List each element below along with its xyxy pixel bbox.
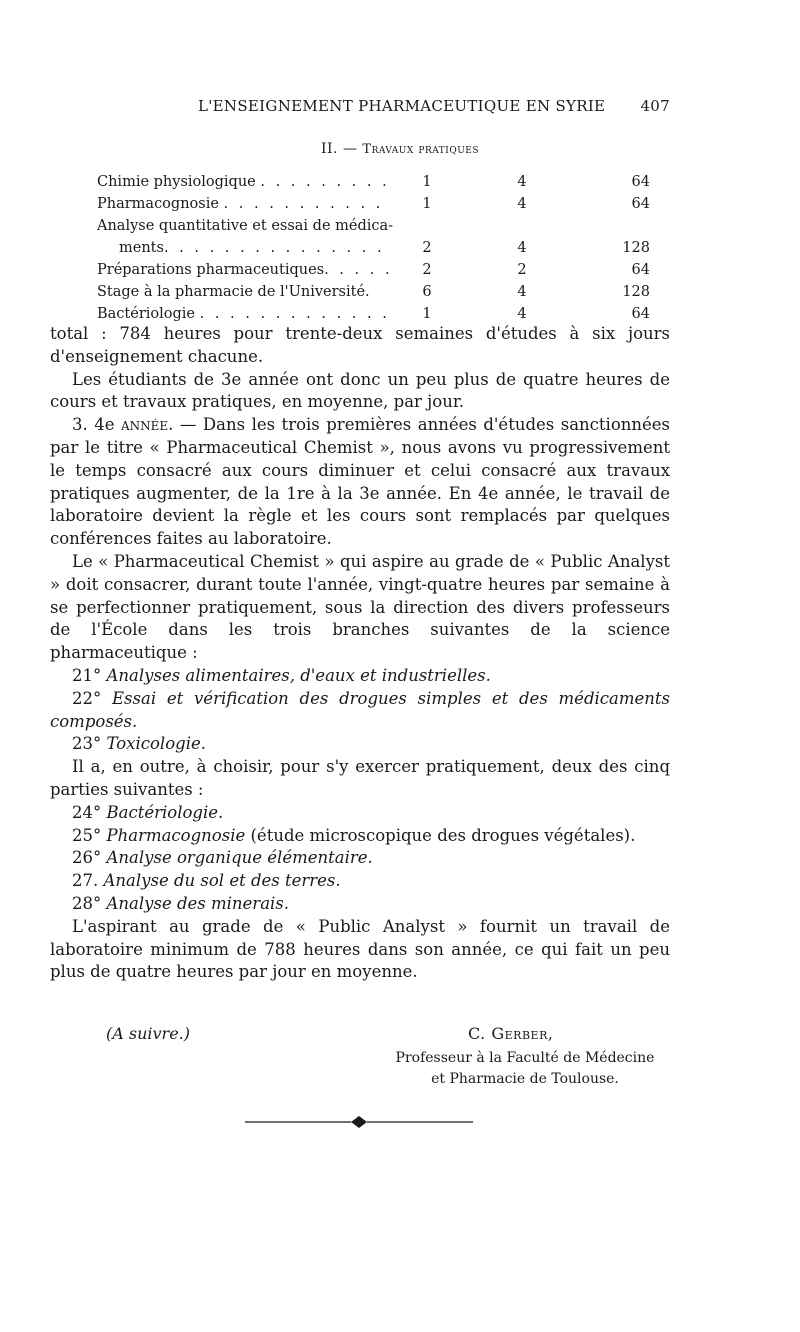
cell-value: 128 [622, 284, 650, 300]
paragraph: L'aspirant au grade de « Public Analyst » fournit un travail de laboratoire minimum de 788 heures dans son année, ce qui fait un peu plus de quatre heures par jour en moyenne. [50, 916, 670, 982]
section-number: 3. 4e [72, 415, 115, 435]
item-note: (étude microscopique des drogues végétales). [245, 825, 636, 845]
cell-value: 6 [422, 284, 432, 300]
leader-dots: . . . . . [324, 262, 393, 278]
table-row [97, 259, 657, 281]
list-item [50, 688, 670, 734]
cell-value: 4 [517, 306, 527, 322]
list-item [50, 870, 670, 893]
paragraph: Le « Pharmaceutical Chemist » qui aspire au grade de « Public Analyst » doit consacrer, durant toute l'année, vingt-quatre heures par semaine à se perfectionner pratiquement, sous la direction des divers professeurs de l'École dans les trois branches suivantes de la science pharmaceutique : [50, 551, 670, 663]
body-text [50, 323, 670, 984]
item-text: Toxicologie. [106, 734, 206, 754]
cell-value: 2 [517, 262, 527, 278]
item-number: 25° [72, 825, 102, 845]
item-number: 23° [72, 734, 102, 754]
paragraph-fourth-year [50, 414, 670, 551]
table-row [97, 215, 657, 259]
author-name [468, 1024, 553, 1043]
leader-dots: . . . . . . . . . . . [223, 196, 384, 212]
item-number: 22° [72, 688, 102, 708]
section-heading [0, 141, 800, 157]
section-numeral: II. — [320, 141, 358, 157]
paragraph: total : 784 heures pour trente-deux semaines d'études à six jours d'enseignement chacune. [50, 324, 670, 366]
cell-value: 128 [622, 240, 650, 256]
leader-dots: . . . . . . . . . . . . . . . [163, 240, 385, 256]
row-label: Chimie physiologique [97, 174, 256, 190]
page-number: 407 [640, 97, 670, 115]
item-text: Bactériologie. [106, 802, 224, 822]
item-text: Essai et vérification des drogues simples et des médicaments composés. [50, 688, 670, 731]
to-be-continued: (A suivre.) [106, 1024, 190, 1043]
cell-value: 4 [517, 240, 527, 256]
cell-value: 2 [422, 262, 432, 278]
item-number: 24° [72, 802, 102, 822]
item-number: 21° [72, 665, 102, 685]
cell-value: 1 [422, 306, 432, 322]
cell-value: 64 [631, 306, 650, 322]
item-text: Analyse du sol et des terres. [103, 871, 341, 891]
end-ornament-divider [245, 1115, 473, 1129]
table-row [97, 281, 657, 303]
cell-value: 64 [631, 174, 650, 190]
row-label: Pharmacognosie [97, 196, 219, 212]
leader-dots: . . . . . . . . . [260, 174, 390, 190]
item-number: 26° [72, 848, 102, 868]
list-item [50, 802, 670, 825]
list-item [50, 825, 670, 848]
list-item [50, 733, 670, 756]
table-row [97, 193, 657, 215]
row-label: Stage à la pharmacie de l'Université. [97, 284, 370, 300]
item-number: 27. [72, 871, 99, 891]
list-item [50, 847, 670, 870]
item-text: Analyses alimentaires, d'eaux et industrielles. [106, 665, 491, 685]
paragraph-text: — Dans les trois premières années d'études sanctionnées par le titre « Pharmaceutical Chemist », nous avons vu progressivement le temps consacré aux cours diminuer et celui consacré aux travaux pratiques augmenter, de la 1re à la 3e année. En 4e année, le travail de laboratoire devient la règle et les cours sont remplacés par quelques conférences faites au laboratoire. [50, 415, 671, 549]
item-text: Analyse des minerais. [106, 893, 290, 913]
row-label-continuation: ments [119, 240, 164, 256]
cell-value: 1 [422, 174, 432, 190]
cell-value: 1 [422, 196, 432, 212]
affiliation-line: Professeur à la Faculté de Médecine [395, 1050, 655, 1066]
item-text: Analyse organique élémentaire. [106, 848, 373, 868]
paragraph: Les étudiants de 3e année ont donc un peu plus de quatre heures de cours et travaux pratiques, en moyenne, par jour. [50, 369, 670, 412]
item-text: Pharmacognosie [106, 825, 246, 845]
row-label: Bactériologie [97, 306, 195, 322]
item-number: 28° [72, 893, 102, 913]
hours-table [97, 171, 657, 325]
cell-value: 4 [517, 174, 527, 190]
author-surname: Gerber, [491, 1024, 554, 1043]
affiliation-line: et Pharmacie de Toulouse. [431, 1071, 619, 1087]
cell-value: 4 [517, 196, 527, 212]
row-label: Préparations pharmaceutiques [97, 262, 325, 278]
leader-dots: . . . . . . . . . . . . . [199, 306, 390, 322]
list-item [50, 665, 670, 688]
paragraph: Il a, en outre, à choisir, pour s'y exercer pratiquement, deux des cinq parties suivantes : [50, 757, 670, 799]
running-title: L'ENSEIGNEMENT PHARMACEUTIQUE EN SYRIE [198, 97, 606, 115]
section-title: Travaux pratiques [362, 142, 480, 157]
cell-value: 2 [422, 240, 432, 256]
cell-value: 64 [631, 262, 650, 278]
author-affiliation [375, 1048, 675, 1090]
section-label: année. [121, 415, 174, 435]
table-row [97, 303, 657, 325]
table-row [97, 171, 657, 193]
row-label: Analyse quantitative et essai de médica- [97, 218, 394, 234]
author-initial: C. [468, 1024, 486, 1043]
list-item [50, 893, 670, 916]
cell-value: 4 [517, 284, 527, 300]
cell-value: 64 [631, 196, 650, 212]
